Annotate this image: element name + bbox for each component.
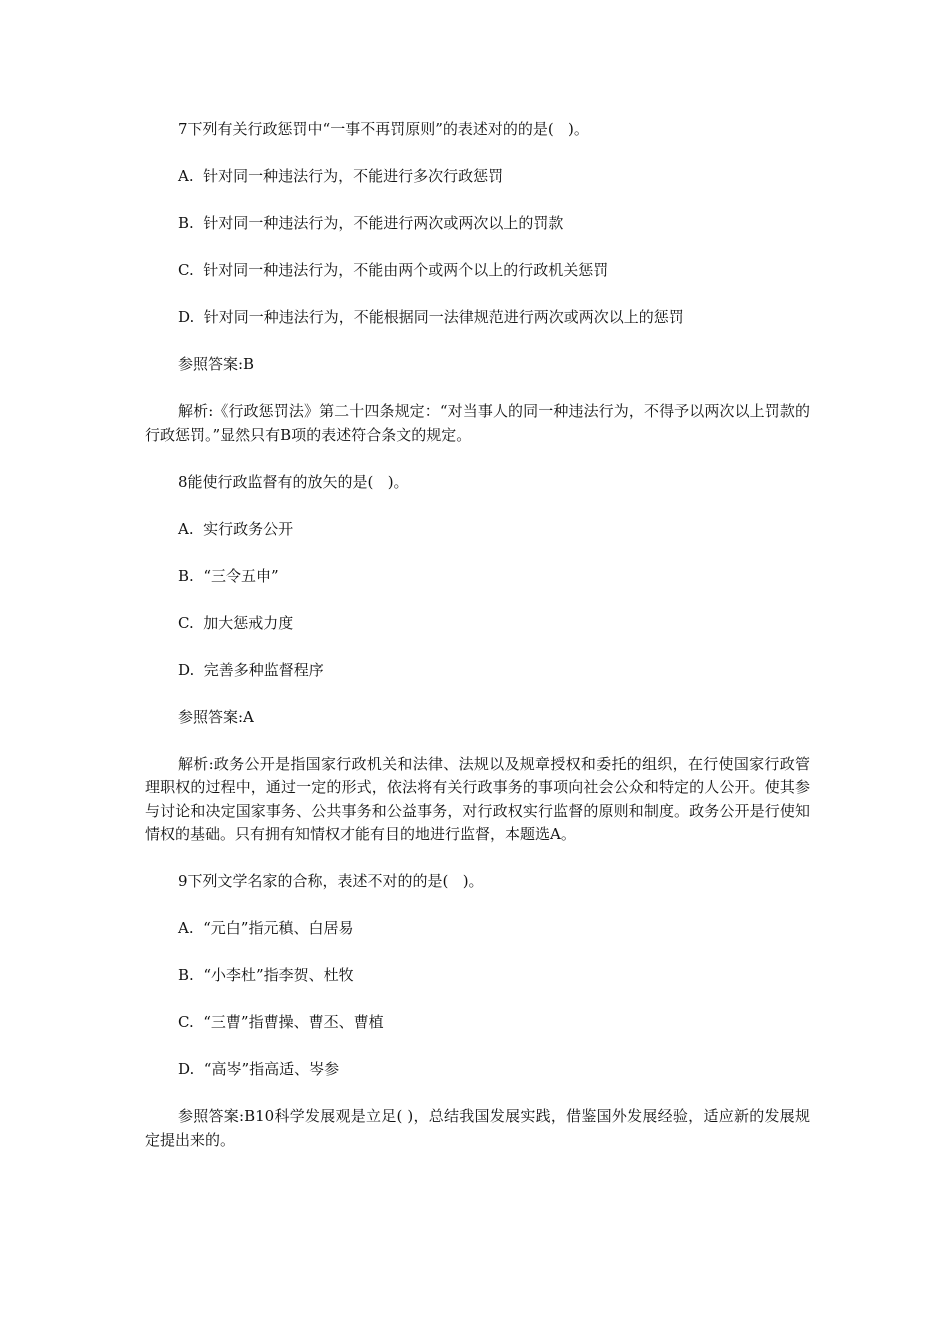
q8-answer: 参照答案:A <box>178 707 254 726</box>
q7-option-a: A. 针对同一种违法行为，不能进行多次行政惩罚 <box>178 167 504 185</box>
document-page <box>145 118 810 1152</box>
q8-analysis: 解析:政务公开是指国家行政机关和法律、法规以及规章授权和委托的组织，在行使国家行政管理职权的过程中，通过一定的形式，依法将有关行政事务的事项向社会公众和特定的人公开。使其参与讨论和决定国家事务、公共事务和公益事务，对行政权实行监督的原则和制度。政务公开是行使知情权的基础。只有拥有知情权才能有目的地进行监督，本题选A。 <box>145 754 810 843</box>
q7-option-d: D. 针对同一种违法行为，不能根据同一法律规范进行两次或两次以上的惩罚 <box>178 308 684 326</box>
q8-option-a: A. 实行政务公开 <box>178 519 294 538</box>
q9-option-b: B. “小李杜”指李贺、杜牧 <box>178 966 354 984</box>
q7-analysis: 解析:《行政惩罚法》第二十四条规定：“对当事人的同一种违法行为，不得予以两次以上罚款的行政惩罚。”显然只有B项的表述符合条文的规定。 <box>145 402 810 444</box>
q9-answer-and-question-10: 参照答案:B10科学发展观是立足( )，总结我国发展实践，借鉴国外发展经验，适应新的发展规定提出来的。 <box>145 1107 810 1149</box>
q7-option-c: C. 针对同一种违法行为，不能由两个或两个以上的行政机关惩罚 <box>178 261 609 279</box>
question-9: 9下列文学名家的合称，表述不对的的是( )。 <box>178 872 484 890</box>
q7-option-b: B. 针对同一种违法行为，不能进行两次或两次以上的罚款 <box>178 214 564 232</box>
q7-answer: 参照答案:B <box>178 355 255 373</box>
q8-option-d: D. 完善多种监督程序 <box>178 660 324 679</box>
q9-option-c: C. “三曹”指曹操、曹丕、曹植 <box>178 1013 384 1031</box>
q8-option-c: C. 加大惩戒力度 <box>178 613 294 632</box>
question-7: 7下列有关行政惩罚中“一事不再罚原则”的表述对的的是( )。 <box>178 120 589 138</box>
q9-option-d: D. “高岑”指高适、岑参 <box>178 1060 340 1078</box>
question-8: 8能使行政监督有的放矢的是( )。 <box>178 472 409 491</box>
q9-option-a: A. “元白”指元稹、白居易 <box>178 919 354 937</box>
q8-option-b: B. “三令五申” <box>178 566 279 585</box>
